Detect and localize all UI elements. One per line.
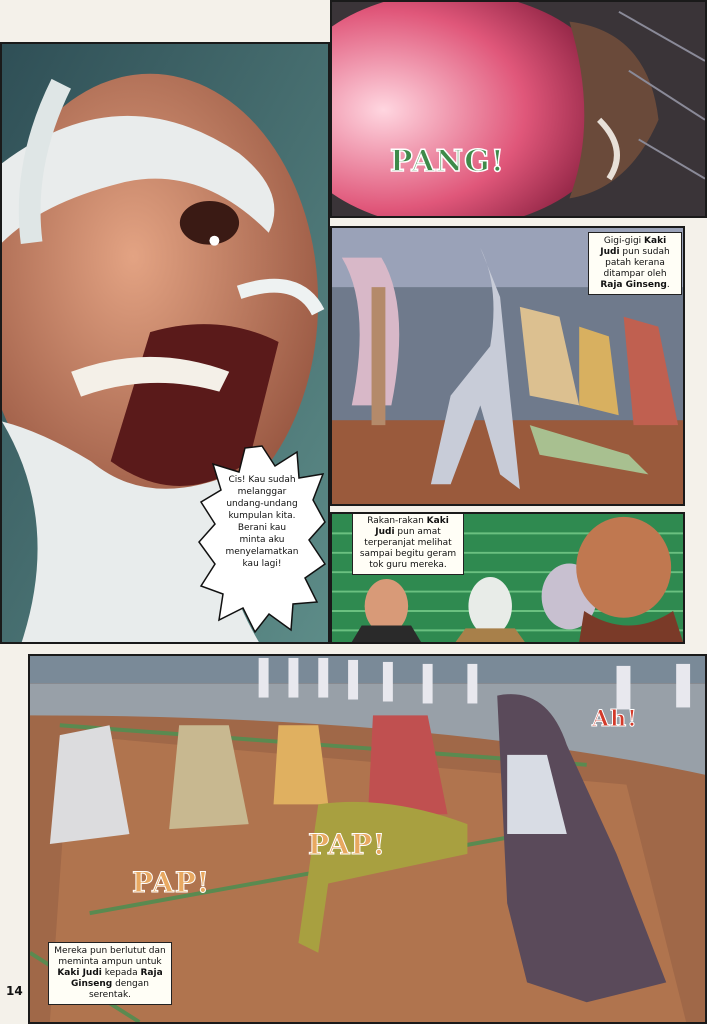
caption-name: Kaki Judi <box>375 516 449 537</box>
caption-name: Raja Ginseng <box>71 968 163 989</box>
caption-text: Mereka pun berlutut dan meminta ampun untuk <box>54 946 166 967</box>
caption-name: Kaki Judi <box>57 968 102 978</box>
sfx-pap-2: PAP! <box>132 866 211 899</box>
panel-old-master <box>0 42 330 644</box>
speech-line: minta aku <box>239 535 285 545</box>
caption-name: Raja Ginseng <box>600 280 667 290</box>
speech-line: melanggar <box>237 487 287 497</box>
panel-teeth-broken <box>330 226 685 506</box>
sfx-pang: PANG! <box>390 144 505 179</box>
panel-punch <box>330 0 707 218</box>
caption-shocked <box>352 512 464 575</box>
speech-line: kumpulan kita. <box>228 511 296 521</box>
caption-text: dengan serentak. <box>88 979 149 1000</box>
caption-kneel <box>48 942 172 1005</box>
panel-disciples-kneel <box>28 654 707 1024</box>
speech-line: kau lagi! <box>242 559 282 569</box>
caption-text: . <box>666 280 670 290</box>
sfx-ah: Ah! <box>592 706 638 732</box>
caption-text: pun amat terperanjat melihat sampai begitu geram tok guru mereka. <box>359 527 457 570</box>
speech-bubble <box>197 444 327 634</box>
sfx-pap-1: PAP! <box>308 828 387 861</box>
speech-line: Berani kau <box>237 523 287 533</box>
caption-text: kepada <box>101 968 141 978</box>
caption-teeth <box>588 232 682 295</box>
punch-art <box>332 2 705 216</box>
caption-text: Rakan-rakan <box>367 516 427 526</box>
panel-disciples-shocked <box>330 512 685 644</box>
page-number: 14 <box>6 984 23 998</box>
speech-line: menyelamatkan <box>225 547 299 557</box>
speech-line: Cis! Kau sudah <box>228 475 296 485</box>
caption-text: Gigi-gigi <box>603 236 645 246</box>
caption-name: Kaki Judi <box>600 236 667 257</box>
speech-line: undang-undang <box>226 499 298 509</box>
caption-text: pun sudah patah kerana ditampar oleh <box>603 247 670 279</box>
